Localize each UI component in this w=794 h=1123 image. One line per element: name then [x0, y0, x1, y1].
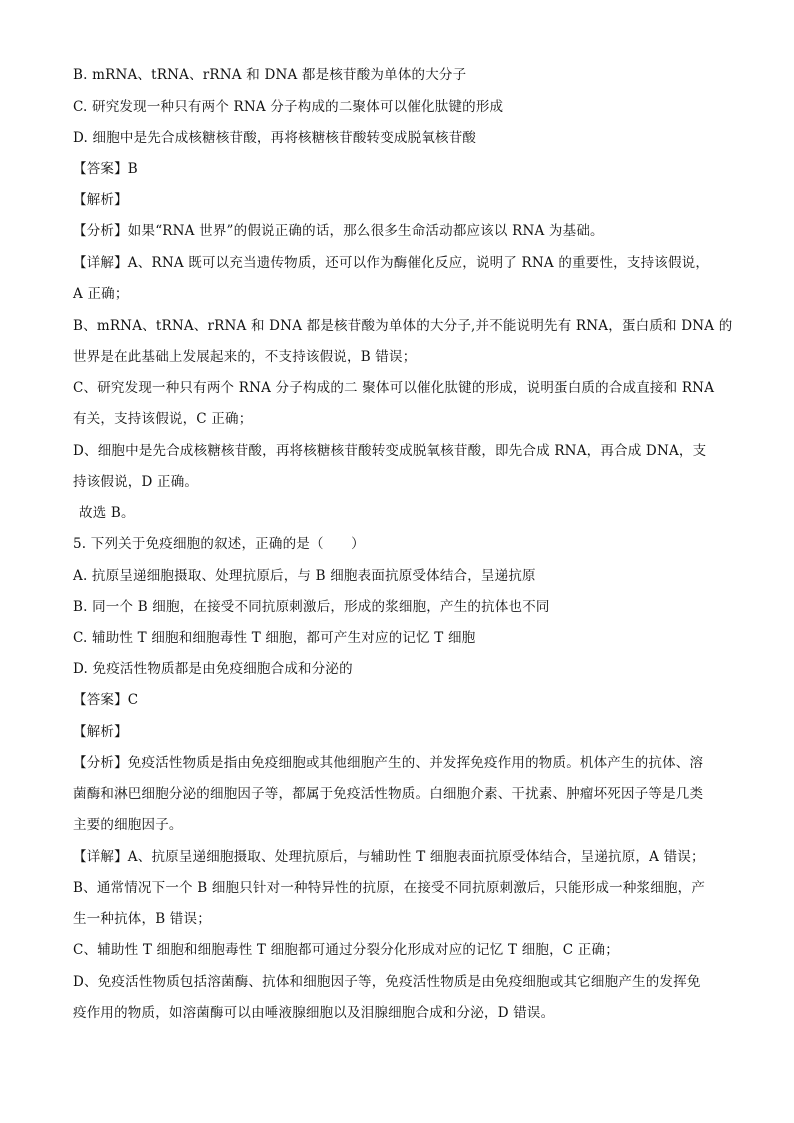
q4-option-d: D. 细胞中是先合成核糖核苷酸，再将核糖核苷酸转变成脱氧核苷酸: [73, 130, 477, 146]
q4-fenxi: 【分析】如果“RNA 世界”的假说正确的话，那么很多生命活动都应该以 RNA 为基础。: [73, 223, 604, 239]
q5-option-b: B. 同一个 B 细胞，在接受不同抗原刺激后，形成的浆细胞，产生的抗体也不同: [73, 599, 550, 615]
q4-detail-line: C、研究发现一种只有两个 RNA 分子构成的二 聚体可以催化肽键的形成，说明蛋白质的合成直接和 RNA: [73, 380, 715, 396]
q4-option-c: C. 研究发现一种只有两个 RNA 分子构成的二聚体可以催化肽键的形成: [73, 99, 504, 115]
q5-stem: 5. 下列关于免疫细胞的叙述，正确的是（ ）: [73, 536, 365, 552]
q5-detail-line: C、辅助性 T 细胞和细胞毒性 T 细胞都可通过分裂分化形成对应的记忆 T 细胞，C 正确；: [73, 942, 619, 958]
q5-fenxi-line: 【分析】免疫活性物质是指由免疫细胞或其他细胞产生的、并发挥免疫作用的物质。机体产生的抗体、溶: [73, 755, 704, 771]
q5-detail-line: D、免疫活性物质包括溶菌酶、抗体和细胞因子等，免疫活性物质是由免疫细胞或其它细胞产生的发挥免: [73, 974, 701, 990]
q5-option-a: A. 抗原呈递细胞摄取、处理抗原后，与 B 细胞表面抗原受体结合，呈递抗原: [73, 568, 536, 584]
q5-fenxi-line: 主要的细胞因子。: [73, 817, 183, 833]
q5-detail-line: B、通常情况下一个 B 细胞只针对一种特异性的抗原，在接受不同抗原刺激后，只能形成一种浆细胞，产: [73, 880, 706, 896]
q4-detail-line: D、细胞中是先合成核糖核苷酸，再将核糖核苷酸转变成脱氧核苷酸，即先合成 RNA，再合成 DNA，支: [73, 443, 707, 459]
q4-choose: 故选 B。: [79, 505, 135, 521]
q5-answer: 【答案】C: [73, 692, 139, 708]
q4-detail-line: 有关，支持该假说，C 正确；: [73, 411, 253, 427]
q5-option-c: C. 辅助性 T 细胞和细胞毒性 T 细胞，都可产生对应的记忆 T 细胞: [73, 630, 476, 646]
q5-fenxi-line: 菌酶和淋巴细胞分泌的细胞因子等，都属于免疫活性物质。白细胞介素、干扰素、肿瘤坏死因子等是几类: [73, 786, 704, 802]
q5-option-d: D. 免疫活性物质都是由免疫细胞合成和分泌的: [73, 661, 353, 677]
q5-detail-line: 疫作用的物质，如溶菌酶可以由唾液腺细胞以及泪腺细胞合成和分泌，D 错误。: [73, 1005, 555, 1021]
q4-detail-line: 【详解】A、RNA 既可以充当遗传物质，还可以作为酶催化反应，说明了 RNA 的重要性，支持该假说，: [73, 255, 710, 271]
q5-detail-line: 生一种抗体，B 错误；: [73, 911, 211, 927]
q4-detail-line: 持该假说，D 正确。: [73, 474, 199, 490]
q4-detail-line: A 正确；: [73, 286, 129, 302]
q5-detail-line: 【详解】A、抗原呈递细胞摄取、处理抗原后，与辅助性 T 细胞表面抗原受体结合，呈递抗原，A 错误；: [73, 849, 705, 865]
q4-analysis-label: 【解析】: [73, 192, 128, 208]
q4-option-b: B. mRNA、tRNA、rRNA 和 DNA 都是核苷酸为单体的大分子: [73, 67, 467, 83]
q4-detail-line: B、mRNA、tRNA、rRNA 和 DNA 都是核苷酸为单体的大分子,并不能说明先有 RNA，蛋白质和 DNA 的: [73, 318, 733, 334]
q4-answer: 【答案】B: [73, 161, 138, 177]
q5-analysis-label: 【解析】: [73, 724, 128, 740]
q4-detail-line: 世界是在此基础上发展起来的，不支持该假说，B 错误；: [73, 349, 417, 365]
